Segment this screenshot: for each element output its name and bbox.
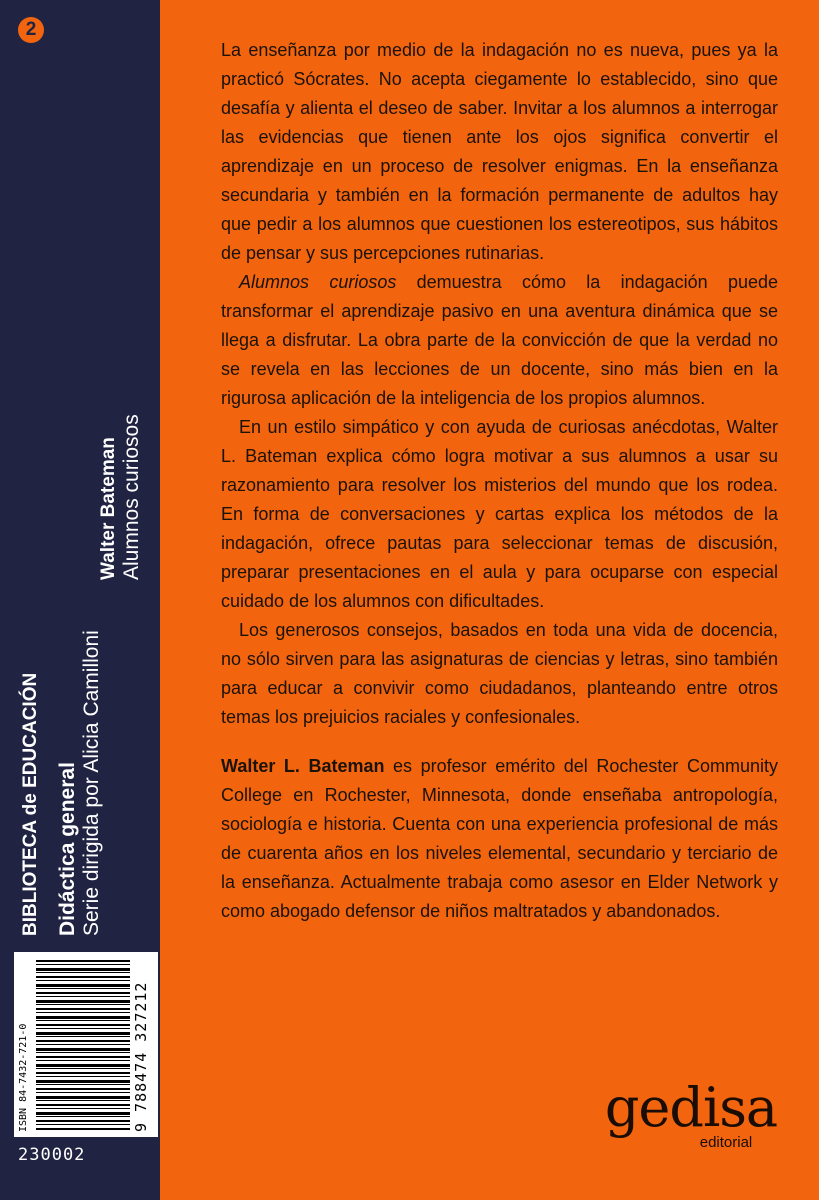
barcode: [14, 952, 158, 1137]
publisher-logo: [596, 1076, 786, 1151]
barcode-bars: [36, 960, 130, 1130]
publisher-sub: editorial: [699, 1134, 753, 1151]
isbn-text: ISBN 84-7432-721-0: [18, 1023, 29, 1132]
series-director: Serie dirigida por Alicia Camilloni: [80, 630, 103, 936]
library-title: BIBLIOTECA de EDUCACIÓN: [20, 672, 41, 936]
author-bio-text: es profesor emérito del Rochester Community College en Rochester, Minnesota, donde enseñaba antropología, sociología e historia. Cuenta con una experiencia profesional de más de cuarenta años en los niveles elemental, secundario y terciario de la enseñanza. Actualmente trabaja como asesor en Elder Network y como abogado defensor de niños maltratados y abandonados.: [221, 756, 778, 921]
blurb-text: [221, 36, 778, 732]
author-name: Walter L. Bateman: [221, 756, 385, 776]
code-number: 230002: [18, 1145, 86, 1165]
spine-author: Walter Bateman: [98, 437, 119, 580]
series-name: Didáctica general: [56, 762, 79, 936]
series-number-badge: 2: [18, 17, 44, 43]
barcode-digits: 9 788474 327212: [132, 981, 150, 1132]
author-bio: [221, 752, 778, 926]
paragraph-3: En un estilo simpático y con ayuda de curiosas anécdotas, Walter L. Bateman explica cómo logra motivar a sus alumnos a usar su razonamiento para resolver los misterios del mundo que los rodea. En forma de conversaciones y cartas explica los métodos de la indagación, ofrece pautas para seleccionar temas de discusión, preparar presentaciones en el aula y para ocuparse con especial cuidado de los alumnos con dificultades.: [221, 417, 778, 611]
book-title-italic: Alumnos curiosos: [239, 272, 397, 292]
spine-book-title: Alumnos curiosos: [120, 414, 143, 580]
paragraph-2: Alumnos curiosos demuestra cómo la indagación puede transformar el aprendizaje pasivo en una aventura dinámica que se llega a disfrutar. La obra parte de la convicción de que la verdad no se revela en las lecciones de un docente, sino más bien en la rigurosa aplicación de la inteligencia de los propios alumnos.: [221, 272, 779, 408]
paragraph-1: La enseñanza por medio de la indagación no es nueva, pues ya la practicó Sócrates. No acepta ciegamente lo establecido, sino que desafía y alienta el deseo de saber. Invitar a los alumnos a interrogar las evidencias que tienen ante los ojos significa convertir el aprendizaje en un proceso de resolver enigmas. En la enseñanza secundaria y también en la formación permanente de adultos hay que pedir a los alumnos que cuestionen los estereotipos, sus hábitos de pensar y sus percepciones rutinarias.: [221, 40, 778, 263]
paragraph-4: Los generosos consejos, basados en toda una vida de docencia, no sólo sirven para las asignaturas de ciencias y letras, sino también para educar a convivir como ciudadanos, planteando entre otros temas los prejuicios raciales y confesionales.: [221, 620, 778, 727]
publisher-name: gedisa: [604, 1076, 778, 1139]
spine-panel: [0, 0, 160, 1200]
